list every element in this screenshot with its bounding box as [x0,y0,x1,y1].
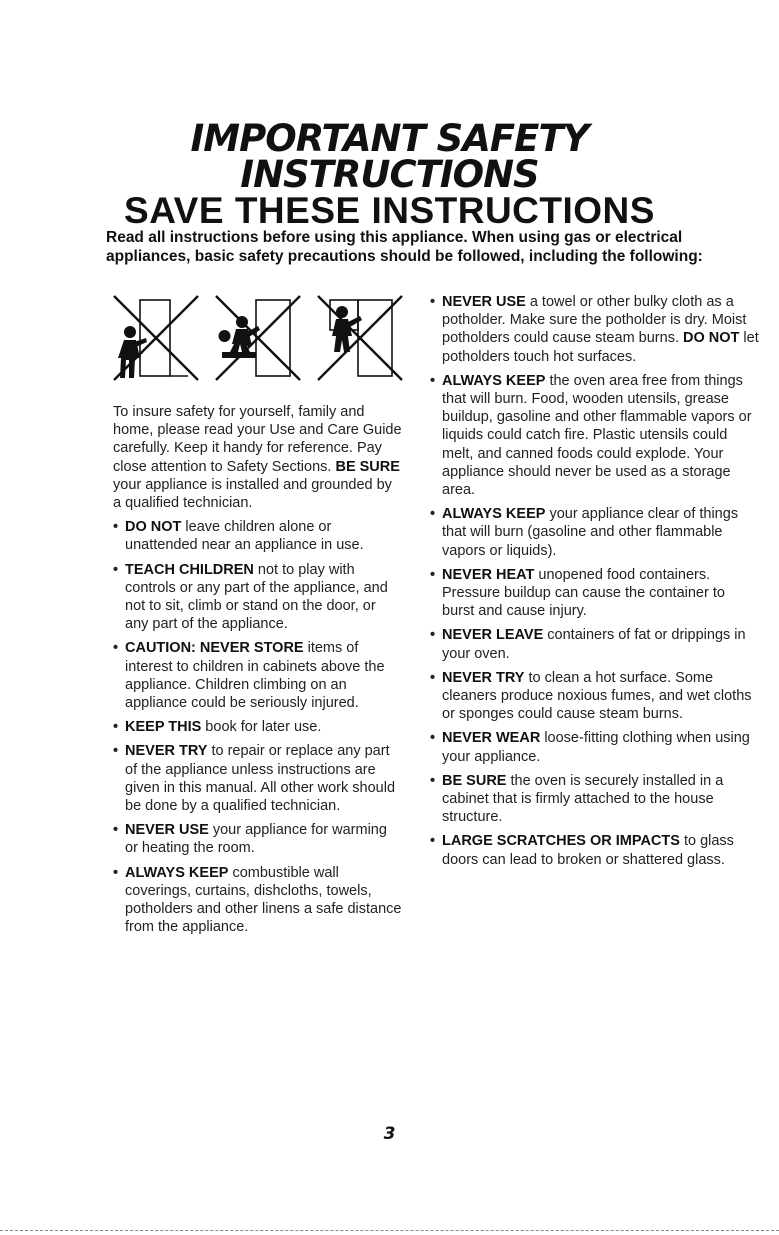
left-column [113,403,403,942]
child-on-door-crossed-icon [212,292,304,384]
page-title-line-1: IMPORTANT SAFETY [190,117,589,160]
list-item: • NEVER TRY to clean a hot surface. Some cleaners produce noxious fumes, and wet cloths or sponges could cause steam burns. [430,669,760,724]
list-item: • NEVER HEAT unopened food containers. Pressure buildup can cause the container to burst and cause injury. [430,566,760,621]
list-item: • TEACH CHILDREN not to play with controls or any part of the appliance, and not to sit, climb or stand on the door, or any part of the appliance. [113,561,403,634]
page-title-line-2: INSTRUCTIONS [240,153,539,196]
list-item: • ALWAYS KEEP combustible wall coverings, curtains, dishcloths, towels, potholders and other linens a safe distance from the appliance. [113,864,403,937]
right-column [430,293,760,875]
list-item: • ALWAYS KEEP your appliance clear of things that will burn (gasoline and other flammable vapors or liquids). [430,505,760,560]
list-item: • NEVER LEAVE containers of fat or drippings in your oven. [430,626,760,662]
list-item: • NEVER USE your appliance for warming or heating the room. [113,821,403,857]
list-item: • NEVER USE a towel or other bulky cloth as a potholder. Make sure the potholder is dry. Moist potholders could cause steam burns. DO NOT let potholders touch hot surfaces. [430,293,760,366]
child-in-cabinet-crossed-icon [314,292,406,384]
list-item: • ALWAYS KEEP the oven area free from things that will burn. Food, wooden utensils, grease buildup, gasoline and other flammable vapors or liquids could catch fire. Plastic utensils could melt, and canned foods could explode. Your appliance should never be used as a storage area. [430,372,760,499]
page-number: 3 [383,1124,396,1144]
intro-paragraph: Read all instructions before using this appliance. When using gas or electrical appliances, basic safety precautions should be followed, including the following: [106,229,703,265]
list-item: • CAUTION: NEVER STORE items of interest to children in cabinets above the appliance. Children climbing on an appliance could be seriously injured. [113,639,403,712]
warning-icons [110,292,410,392]
page-bottom-divider [0,1230,779,1231]
list-item: • BE SURE the oven is securely installed in a cabinet that is firmly attached to the house structure. [430,772,760,827]
list-item: • KEEP THIS book for later use. [113,718,403,736]
list-item: • NEVER WEAR loose-fitting clothing when using your appliance. [430,729,760,765]
list-item: • LARGE SCRATCHES OR IMPACTS to glass doors can lead to broken or shattered glass. [430,832,760,868]
intro-safety-paragraph: To insure safety for yourself, family and home, please read your Use and Care Guide carefully. Keep it handy for reference. Pay close attention to Safety Sections. BE SURE your appliance is installed and grounded by a qualified technician. [113,404,402,512]
list-item: • DO NOT leave children alone or unattended near an appliance in use. [113,518,403,554]
page-subtitle: SAVE THESE INSTRUCTIONS [124,190,655,231]
child-crossed-icon [110,292,202,384]
list-item: • NEVER TRY to repair or replace any part of the appliance unless instructions are given in this manual. All other work should be done by a qualified technician. [113,742,403,815]
